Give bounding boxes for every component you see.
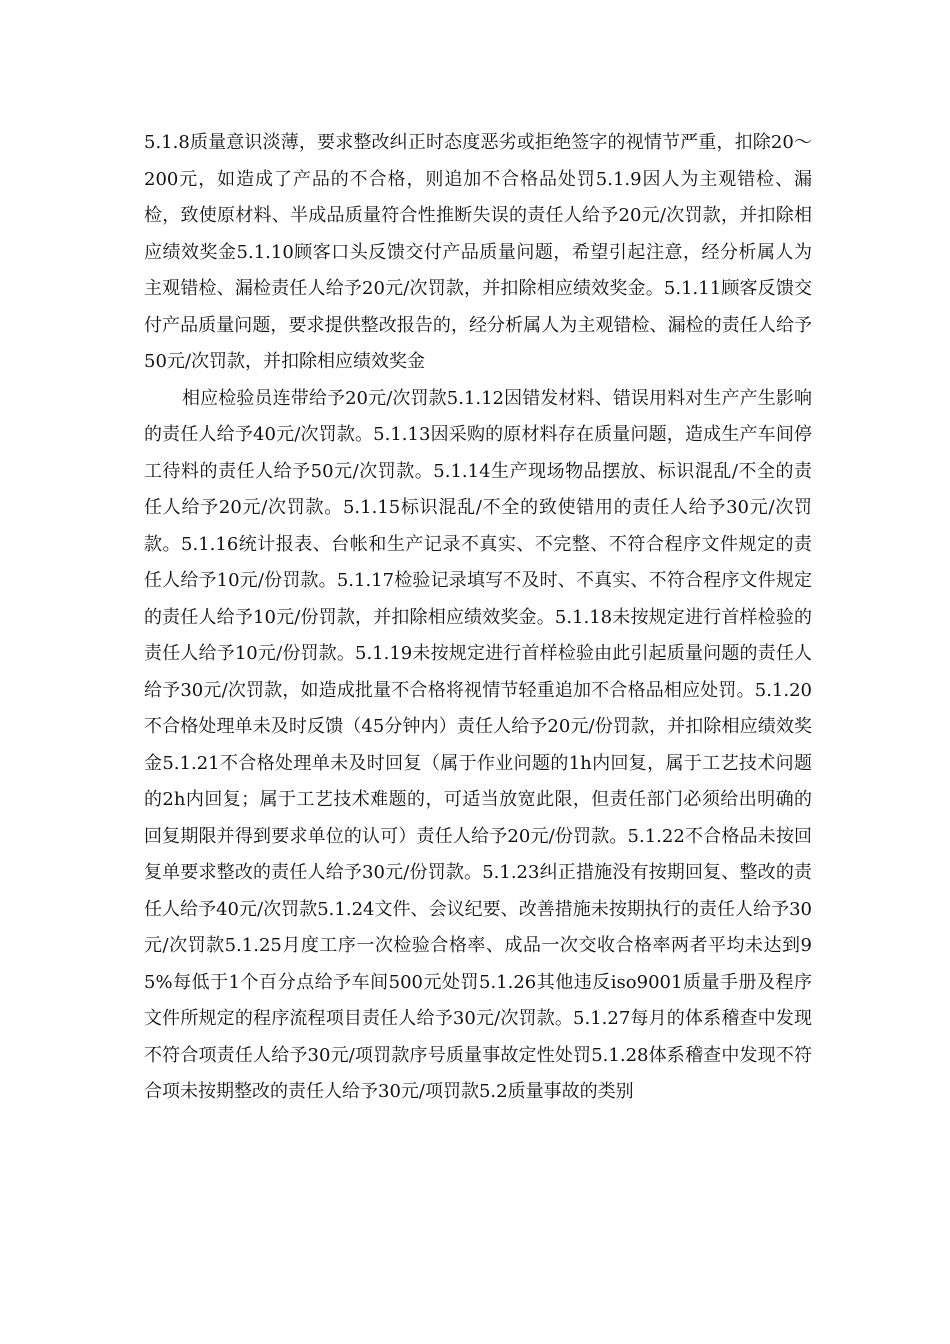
document-page (144, 125, 812, 1111)
paragraph-penalties-5-1-12-to-5-2: 相应检验员连带给予20元/次罚款5.1.12因错发材料、错误用料对生产产生影响的责任人给予40元/次罚款。5.1.13因采购的原材料存在质量问题，造成生产车间停工待料的责任人给予50元/次罚款。5.1.14生产现场物品摆放、标识混乱/不全的责任人给予20元/次罚款。5.1.15标识混乱/不全的致使错用的责任人给予30元/次罚款。5.1.16统计报表、台帐和生产记录不真实、不完整、不符合程序文件规定的责任人给予10元/份罚款。5.1.17检验记录填写不及时、不真实、不符合程序文件规定的责任人给予10元/份罚款，并扣除相应绩效奖金。5.1.18未按规定进行首样检验的责任人给予10元/份罚款。5.1.19未按规定进行首样检验由此引起质量问题的责任人给予30元/次罚款，如造成批量不合格将视情节轻重追加不合格品相应处罚。5.1.20不合格处理单未及时反馈（45分钟内）责任人给予20元/份罚款，并扣除相应绩效奖金5.1.21不合格处理单未及时回复（属于作业问题的1h内回复，属于工艺技术问题的2h内回复；属于工艺技术难题的，可适当放宽此限，但责任部门必须给出明确的回复期限并得到要求单位的认可）责任人给予20元/份罚款。5.1.22不合格品未按回复单要求整改的责任人给予30元/份罚款。5.1.23纠正措施没有按期回复、整改的责任人给予40元/次罚款5.1.24文件、会议纪要、改善措施未按期执行的责任人给予30元/次罚款5.1.25月度工序一次检验合格率、成品一次交收合格率两者平均未达到95%每低于1个百分点给予车间500元处罚5.1.26其他违反iso9001质量手册及程序文件所规定的程序流程项目责任人给予30元/次罚款。5.1.27每月的体系稽查中发现不符合项责任人给予30元/项罚款序号质量事故定性处罚5.1.28体系稽查中发现不符合项未按期整改的责任人给予30元/项罚款5.2质量事故的类别 (144, 387, 812, 1102)
paragraph-penalties-5-1-8-to-5-1-11: 5.1.8质量意识淡薄，要求整改纠正时态度恶劣或拒绝签字的视情节严重，扣除20～200元，如造成了产品的不合格，则追加不合格品处罚5.1.9因人为主观错检、漏检，致使原材料、半成品质量符合性推断失误的责任人给予20元/次罚款，并扣除相应绩效奖金5.1.10顾客口头反馈交付产品质量问题，希望引起注意，经分析属人为主观错检、漏检责任人给予20元/次罚款，并扣除相应绩效奖金。5.1.11顾客反馈交付产品质量问题，要求提供整改报告的，经分析属人为主观错检、漏检的责任人给予50元/次罚款，并扣除相应绩效奖金 (144, 132, 812, 372)
